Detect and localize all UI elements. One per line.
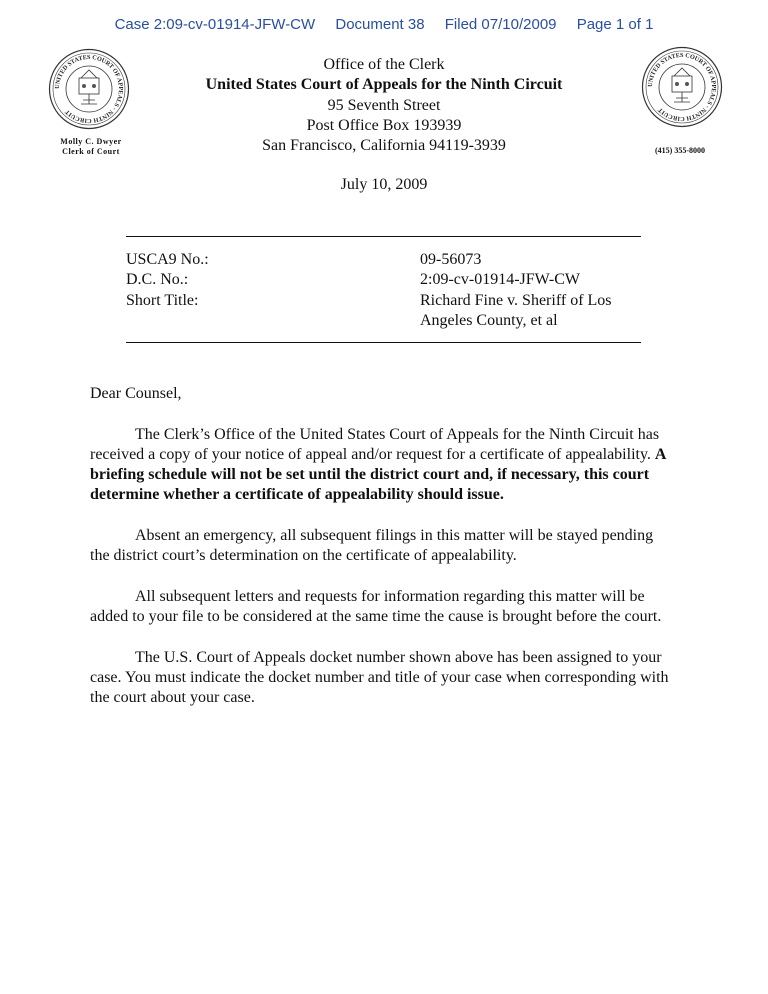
letterhead — [150, 55, 618, 156]
svg-text:UNITED STATES COURT OF APPEALS — [54, 54, 124, 124]
street-address: 95 Seventh Street — [327, 96, 441, 114]
document-number-stamp: Document 38 — [335, 16, 425, 33]
paragraph-1 — [90, 425, 672, 506]
paragraph-2: Absent an emergency, all subsequent filings in this matter will be stayed pending the district court’s determination on the certificate of appealability. — [90, 527, 654, 565]
case-row-dc — [126, 270, 641, 290]
salutation: Dear Counsel, — [90, 385, 182, 402]
short-title-line-1: Richard Fine v. Sheriff of Los — [420, 291, 612, 309]
divider-bottom — [126, 342, 641, 343]
case-row-title — [126, 291, 641, 332]
court-seal-right — [641, 46, 723, 128]
short-title-label: Short Title: — [126, 291, 199, 309]
filed-date-stamp: Filed 07/10/2009 — [444, 16, 557, 33]
clerk-phone-number: (415) 355-8000 — [655, 146, 705, 155]
case-number-stamp: Case 2:09-cv-01914-JFW-CW — [114, 16, 316, 33]
dc-value: 2:09-cv-01914-JFW-CW — [420, 271, 580, 289]
office-name: Office of the Clerk — [323, 56, 445, 73]
seal-ring-text: UNITED STATES COURT OF APPEALS · NINTH CIRCUIT — [646, 51, 718, 123]
letter-body — [90, 384, 672, 729]
short-title-line-2: Angeles County, et al — [420, 311, 558, 329]
paragraph-4: The U.S. Court of Appeals docket number shown above has been assigned to your case. You must indicate the docket number and title of your case when corresponding with the court about your case. — [90, 648, 669, 707]
clerk-title: Clerk of Court — [62, 147, 120, 156]
city-state-zip: San Francisco, California 94119-3939 — [262, 137, 506, 155]
case-row-usca9 — [126, 250, 641, 270]
seal-ring-text: UNITED STATES COURT OF APPEALS · NINTH CIRCUIT — [53, 53, 125, 125]
usca9-label: USCA9 No.: — [126, 251, 209, 268]
dc-label: D.C. No.: — [126, 271, 189, 289]
court-name: United States Court of Appeals for the Ninth Circuit — [205, 76, 563, 94]
svg-text:UNITED STATES COURT OF APPEALS — [647, 52, 717, 122]
clerk-signature-block — [40, 137, 142, 157]
clerk-name: Molly C. Dwyer — [60, 137, 122, 146]
page-count-stamp: Page 1 of 1 — [576, 16, 654, 33]
court-seal-left — [48, 48, 130, 130]
divider-top — [126, 236, 641, 237]
short-title-value — [420, 291, 641, 332]
paragraph-1-bold-text: A briefing schedule will not be set until the district court and, if necessary, this court determine whether a certificate of appealability should issue. — [90, 445, 666, 504]
letter-date: July 10, 2009 — [340, 176, 428, 193]
usca9-value: 09-56073 — [420, 251, 482, 268]
paragraph-3: All subsequent letters and requests for information regarding this matter will be added to your file to be considered at the same time the cause is brought before the court. — [90, 587, 662, 626]
paragraph-1-text: The Clerk’s Office of the United States Court of Appeals for the Ninth Circuit has received a copy of your notice of appeal and/or request for a certificate of appealability. — [90, 425, 660, 463]
filing-stamp-header — [0, 16, 768, 33]
po-box: Post Office Box 193939 — [306, 116, 462, 134]
case-info-block — [126, 250, 641, 331]
